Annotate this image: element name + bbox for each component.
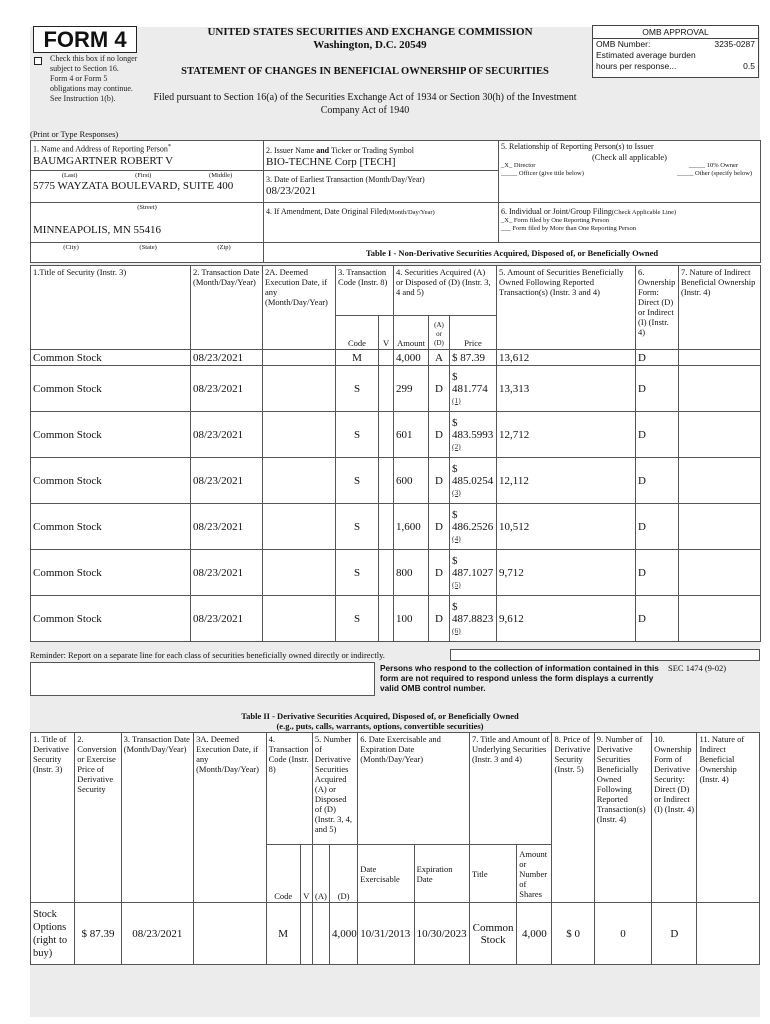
t1-price: $ 87.39 — [450, 350, 497, 366]
t1-ownership-form: D — [636, 596, 679, 642]
t1-sub-code: Code — [336, 316, 379, 350]
t2-owned: 0 — [594, 903, 651, 965]
omb-notice: Persons who respond to the collection of information contained in this form are not required to respond unless the form displays a currently valid OMB control number. — [380, 663, 659, 693]
t1-amount: 600 — [394, 458, 429, 504]
t2-security-title: Stock Options (right to buy) — [31, 903, 75, 965]
table-row — [31, 550, 761, 596]
owner-option: _____ 10% Owner — [688, 162, 738, 169]
one-person-option: _X_ Form filed by One Reporting Person — [501, 217, 609, 224]
footnote-link[interactable]: (2) — [452, 441, 461, 451]
t1-code: S — [336, 412, 379, 458]
t1-nature — [679, 350, 761, 366]
other-option: _____ Other (specify below) — [677, 170, 752, 177]
t1-dollar-sign: $ — [452, 508, 458, 521]
t1-aord: D — [429, 504, 450, 550]
t2-underlying-amount: 4,000 — [517, 903, 552, 965]
street-address: 5775 WAYZATA BOULEVARD, SUITE 400 — [33, 180, 234, 192]
box5-label: 5. Relationship of Reporting Person(s) to Issuer — [501, 142, 654, 151]
t2-ownership-form: D — [652, 903, 697, 965]
t1-sub-price: Price — [450, 316, 497, 350]
director-option: _X_ Director — [501, 162, 536, 169]
t1-price — [450, 550, 497, 596]
t1-code: S — [336, 458, 379, 504]
t2-underlying-title: Common Stock — [469, 903, 516, 965]
t2-h10: 10. Ownership Form of Derivative Security: Direct (D) or Indirect (I) (Instr. 4) — [652, 733, 697, 903]
omb-number-label: OMB Number: — [596, 39, 651, 49]
t1-owned-following: 12,712 — [497, 412, 636, 458]
box5-sub: (Check all applicable) — [591, 152, 668, 162]
t1-dollar-sign: $ — [452, 416, 458, 429]
table2-title-line2: (e.g., puts, calls, warrants, options, convertible securities) — [276, 721, 484, 731]
t1-aord: D — [429, 458, 450, 504]
t1-sub-aord: (A) or (D) — [429, 316, 450, 350]
t1-amount: 800 — [394, 550, 429, 596]
t1-aord: D — [429, 366, 450, 412]
table1-title: Table I - Non-Derivative Securities Acquired, Disposed of, or Beneficially Owned — [264, 243, 761, 263]
t1-price-value: 485.0254 — [452, 474, 494, 487]
omb-number: 3235-0287 — [714, 39, 755, 49]
box4-label-small: (Month/Day/Year) — [386, 209, 435, 216]
filed-pursuant: Filed pursuant to Section 16(a) of the Securities Exchange Act of 1934 or Section 30(h) of the Investment Company Act of 1940 — [153, 92, 577, 116]
t1-deemed-date — [263, 504, 336, 550]
t1-security-title: Common Stock — [31, 550, 191, 596]
t1-code: S — [336, 366, 379, 412]
t1-dollar-sign: $ — [452, 600, 458, 613]
city-captions — [31, 243, 264, 263]
table-row — [31, 596, 761, 642]
box3-label: 3. Date of Earliest Transaction (Month/Day/Year) — [266, 175, 425, 184]
footnote-link[interactable]: (6) — [452, 625, 461, 635]
t1-ownership-form: D — [636, 350, 679, 366]
t2-h1: 1. Title of Derivative Security (Instr. 3) — [31, 733, 75, 903]
statement-title: STATEMENT OF CHANGES IN BENEFICIAL OWNERSHIP OF SECURITIES — [181, 66, 549, 77]
t2-d: 4,000 — [330, 903, 358, 965]
t2-h7: 7. Title and Amount of Underlying Securities (Instr. 3 and 4) — [469, 733, 552, 845]
t2-h2: 2. Conversion or Exercise Price of Derivative Security — [75, 733, 121, 903]
t1-h7: 7. Nature of Indirect Beneficial Ownership (Instr. 4) — [679, 266, 761, 350]
table-row — [31, 458, 761, 504]
t1-sub-amount: Amount — [394, 316, 429, 350]
t1-owned-following: 13,612 — [497, 350, 636, 366]
t1-ownership-form: D — [636, 504, 679, 550]
table-row — [31, 412, 761, 458]
t1-security-title: Common Stock — [31, 412, 191, 458]
t1-amount: 4,000 — [394, 350, 429, 366]
t1-deemed-date — [263, 550, 336, 596]
reporting-person-name: BAUMGARTNER ROBERT V — [33, 154, 174, 167]
t1-ownership-form: D — [636, 412, 679, 458]
t1-deemed-date — [263, 350, 336, 366]
t1-nature — [679, 412, 761, 458]
box2-issuer — [264, 141, 499, 171]
box6-label-small: (Check Applicable Line) — [611, 209, 677, 216]
t1-owned-following: 10,512 — [497, 504, 636, 550]
t1-owned-following: 9,712 — [497, 550, 636, 596]
box6-filing — [499, 203, 761, 243]
omb-title: OMB APPROVAL — [593, 26, 758, 39]
t1-price — [450, 596, 497, 642]
t1-security-title: Common Stock — [31, 350, 191, 366]
t1-deemed-date — [263, 596, 336, 642]
table1-rows — [31, 350, 761, 642]
t1-transaction-date: 08/23/2021 — [191, 504, 263, 550]
reminder-text: Reminder: Report on a separate line for each class of securities beneficially owned directly or indirectly. — [30, 650, 385, 660]
box2-label-b: Ticker or Trading Symbol — [329, 146, 415, 155]
box1-name — [31, 141, 264, 171]
issuer-name: BIO-TECHNE Corp [TECH] — [266, 156, 396, 168]
t1-aord: A — [429, 350, 450, 366]
t1-code: S — [336, 550, 379, 596]
t2-sub-v: V — [300, 845, 312, 903]
box6-label: 6. Individual or Joint/Group Filing — [501, 207, 612, 216]
box2-label-and: and — [316, 146, 330, 155]
t2-sub-code: Code — [266, 845, 300, 903]
form-label: FORM 4 — [33, 26, 137, 53]
t1-nature — [679, 550, 761, 596]
t1-v — [379, 366, 394, 412]
t1-v — [379, 350, 394, 366]
t1-deemed-date — [263, 412, 336, 458]
t2-h4: 4. Transaction Code (Instr. 8) — [266, 733, 312, 845]
footnote-link[interactable]: (4) — [452, 533, 461, 543]
t1-owned-following: 9,612 — [497, 596, 636, 642]
t1-h1: 1.Title of Security (Instr. 3) — [31, 266, 191, 350]
t2-h6: 6. Date Exercisable and Expiration Date (Month/Day/Year) — [358, 733, 470, 845]
t1-amount: 299 — [394, 366, 429, 412]
t2-h11: 11. Nature of Indirect Beneficial Ownership (Instr. 4) — [697, 733, 760, 903]
t2-expiration: 10/30/2023 — [414, 903, 469, 965]
t1-price — [450, 458, 497, 504]
t1-transaction-date: 08/23/2021 — [191, 550, 263, 596]
t2-exercisable: 10/31/2013 — [358, 903, 414, 965]
box4-amendment — [264, 203, 499, 243]
t1-dollar-sign: $ — [452, 554, 458, 567]
t2-h3: 3. Transaction Date (Month/Day/Year) — [121, 733, 193, 903]
table1-non-derivative — [30, 265, 761, 642]
t1-transaction-date: 08/23/2021 — [191, 458, 263, 504]
t1-price-value: 487.1027 — [452, 566, 494, 579]
t1-security-title: Common Stock — [31, 458, 191, 504]
t1-price-value: 483.5993 — [452, 428, 494, 441]
footnote-link[interactable]: (3) — [452, 487, 461, 497]
t1-owned-following: 12,112 — [497, 458, 636, 504]
box5-relationship — [499, 141, 761, 203]
omb-burden-label: Estimated average burden — [596, 50, 696, 60]
t1-ownership-form: D — [636, 550, 679, 596]
t2-sub-expiration: Expiration Date — [414, 845, 469, 903]
t1-v — [379, 412, 394, 458]
t1-nature — [679, 366, 761, 412]
omb-approval-box — [592, 25, 759, 78]
sec-form-number: SEC 1474 (9-02) — [668, 663, 727, 673]
t2-price: $ 0 — [552, 903, 594, 965]
t1-nature — [679, 458, 761, 504]
t1-ownership-form: D — [636, 458, 679, 504]
t2-h5: 5. Number of Derivative Securities Acquired (A) or Disposed of (D) (Instr. 3, 4, and 5) — [312, 733, 357, 845]
t1-h6: 6. Ownership Form: Direct (D) or Indirect (I) (Instr. 4) — [636, 266, 679, 350]
city-state-zip: MINNEAPOLIS, MN 55416 — [33, 224, 162, 236]
reminder-box — [30, 662, 375, 696]
t1-amount: 601 — [394, 412, 429, 458]
t1-h2: 2. Transaction Date (Month/Day/Year) — [191, 266, 263, 350]
box4-label: 4. If Amendment, Date Original Filed — [266, 207, 387, 216]
t1-v — [379, 596, 394, 642]
t1-transaction-date: 08/23/2021 — [191, 350, 263, 366]
last-caption: (Last) — [61, 172, 78, 179]
t1-aord: D — [429, 596, 450, 642]
agency-line1: UNITED STATES SECURITIES AND EXCHANGE COMMISSION — [207, 26, 533, 38]
no-longer-subject-checkbox[interactable] — [34, 57, 42, 65]
t1-security-title: Common Stock — [31, 504, 191, 550]
box3-date — [264, 171, 499, 203]
table2-derivative — [30, 732, 760, 965]
t2-sub-amount: Amount or Number of Shares — [517, 845, 552, 903]
t2-code: M — [266, 903, 300, 965]
t1-dollar-sign: $ — [452, 462, 458, 475]
box2-label-a: 2. Issuer Name — [266, 146, 317, 155]
checkbox-text: Check this box if no longer subject to Section 16. Form 4 or Form 5 obligations may continue. See Instruction 1(b). — [50, 54, 138, 103]
t1-code: M — [336, 350, 379, 366]
box1-label: 1. Name and Address of Reporting Person — [33, 144, 168, 154]
t1-transaction-date: 08/23/2021 — [191, 366, 263, 412]
t1-security-title: Common Stock — [31, 366, 191, 412]
t2-h3a: 3A. Deemed Execution Date, if any (Month/Day/Year) — [194, 733, 266, 903]
omb-hours: 0.5 — [743, 61, 755, 71]
box1-city — [31, 203, 264, 243]
more-persons-option: ___ Form filed by More than One Reporting Person — [501, 225, 637, 232]
t2-nature — [697, 903, 760, 965]
box1-address — [31, 171, 264, 203]
t1-transaction-date: 08/23/2021 — [191, 412, 263, 458]
t2-deemed-date — [194, 903, 266, 965]
t1-amount: 100 — [394, 596, 429, 642]
t1-price-value: 486.2526 — [452, 520, 494, 533]
t1-security-title: Common Stock — [31, 596, 191, 642]
t1-deemed-date — [263, 366, 336, 412]
zip-caption: (Zip) — [217, 244, 231, 251]
t1-dollar-sign: $ — [452, 370, 458, 383]
officer-option: _____ Officer (give title below) — [501, 170, 584, 177]
t1-v — [379, 504, 394, 550]
table-row — [31, 504, 761, 550]
omb-hours-label: hours per response... — [596, 61, 677, 71]
t2-h8: 8. Price of Derivative Security (Instr. 5) — [552, 733, 594, 903]
t1-price-value: 481.774 — [452, 382, 488, 395]
box1-label-mark: * — [167, 143, 172, 150]
t1-price — [450, 412, 497, 458]
print-or-type: (Print or Type Responses) — [30, 129, 119, 139]
t1-nature — [679, 504, 761, 550]
t1-price — [450, 366, 497, 412]
t1-deemed-date — [263, 458, 336, 504]
agency-heading — [180, 26, 560, 52]
t1-owned-following: 13,313 — [497, 366, 636, 412]
t1-amount: 1,600 — [394, 504, 429, 550]
t1-code: S — [336, 596, 379, 642]
table2-title — [130, 711, 630, 731]
t2-sub-a: (A) — [312, 845, 329, 903]
t2-a — [312, 903, 329, 965]
t2-row — [31, 903, 760, 965]
t1-h2a: 2A. Deemed Execution Date, if any (Month/Day/Year) — [263, 266, 336, 350]
t1-aord: D — [429, 550, 450, 596]
t1-price-value: 487.8823 — [452, 612, 494, 625]
t1-h5: 5. Amount of Securities Beneficially Owned Following Reported Transaction(s) (Instr. 3 and 4) — [497, 266, 636, 350]
first-caption: (First) — [135, 172, 152, 179]
reporting-person-table — [30, 140, 761, 263]
street-caption: (Street) — [137, 204, 157, 211]
t2-h9: 9. Number of Derivative Securities Beneficially Owned Following Reported Transaction(s) (Instr. 4) — [594, 733, 651, 903]
footnote-link[interactable]: (5) — [452, 579, 461, 589]
t1-ownership-form: D — [636, 366, 679, 412]
earliest-transaction-date: 08/23/2021 — [266, 185, 317, 197]
t2-transaction-date: 08/23/2021 — [121, 903, 193, 965]
middle-caption: (Middle) — [209, 172, 233, 179]
table-row — [31, 350, 761, 366]
t2-sub-title: Title — [469, 845, 516, 903]
t1-v — [379, 550, 394, 596]
t1-nature — [679, 596, 761, 642]
t1-h4: 4. Securities Acquired (A) or Disposed of (D) (Instr. 3, 4 and 5) — [394, 266, 497, 316]
t1-h3: 3. Transaction Code (Instr. 8) — [336, 266, 394, 316]
t1-code: S — [336, 504, 379, 550]
t1-v — [379, 458, 394, 504]
top-right-box — [450, 649, 760, 661]
t2-v — [300, 903, 312, 965]
table2-title-line1: Table II - Derivative Securities Acquired, Disposed of, or Beneficially Owned — [241, 711, 519, 721]
agency-line2: Washington, D.C. 20549 — [313, 39, 427, 51]
state-caption: (State) — [139, 244, 157, 251]
t2-sub-d: (D) — [330, 845, 358, 903]
t2-conversion-price: $ 87.39 — [75, 903, 121, 965]
table-row — [31, 366, 761, 412]
t1-sub-v: V — [379, 316, 394, 350]
footnote-link[interactable]: (1) — [452, 395, 461, 405]
city-caption: (City) — [63, 244, 79, 251]
t1-transaction-date: 08/23/2021 — [191, 596, 263, 642]
t2-sub-exercisable: Date Exercisable — [358, 845, 414, 903]
t1-aord: D — [429, 412, 450, 458]
t1-price — [450, 504, 497, 550]
